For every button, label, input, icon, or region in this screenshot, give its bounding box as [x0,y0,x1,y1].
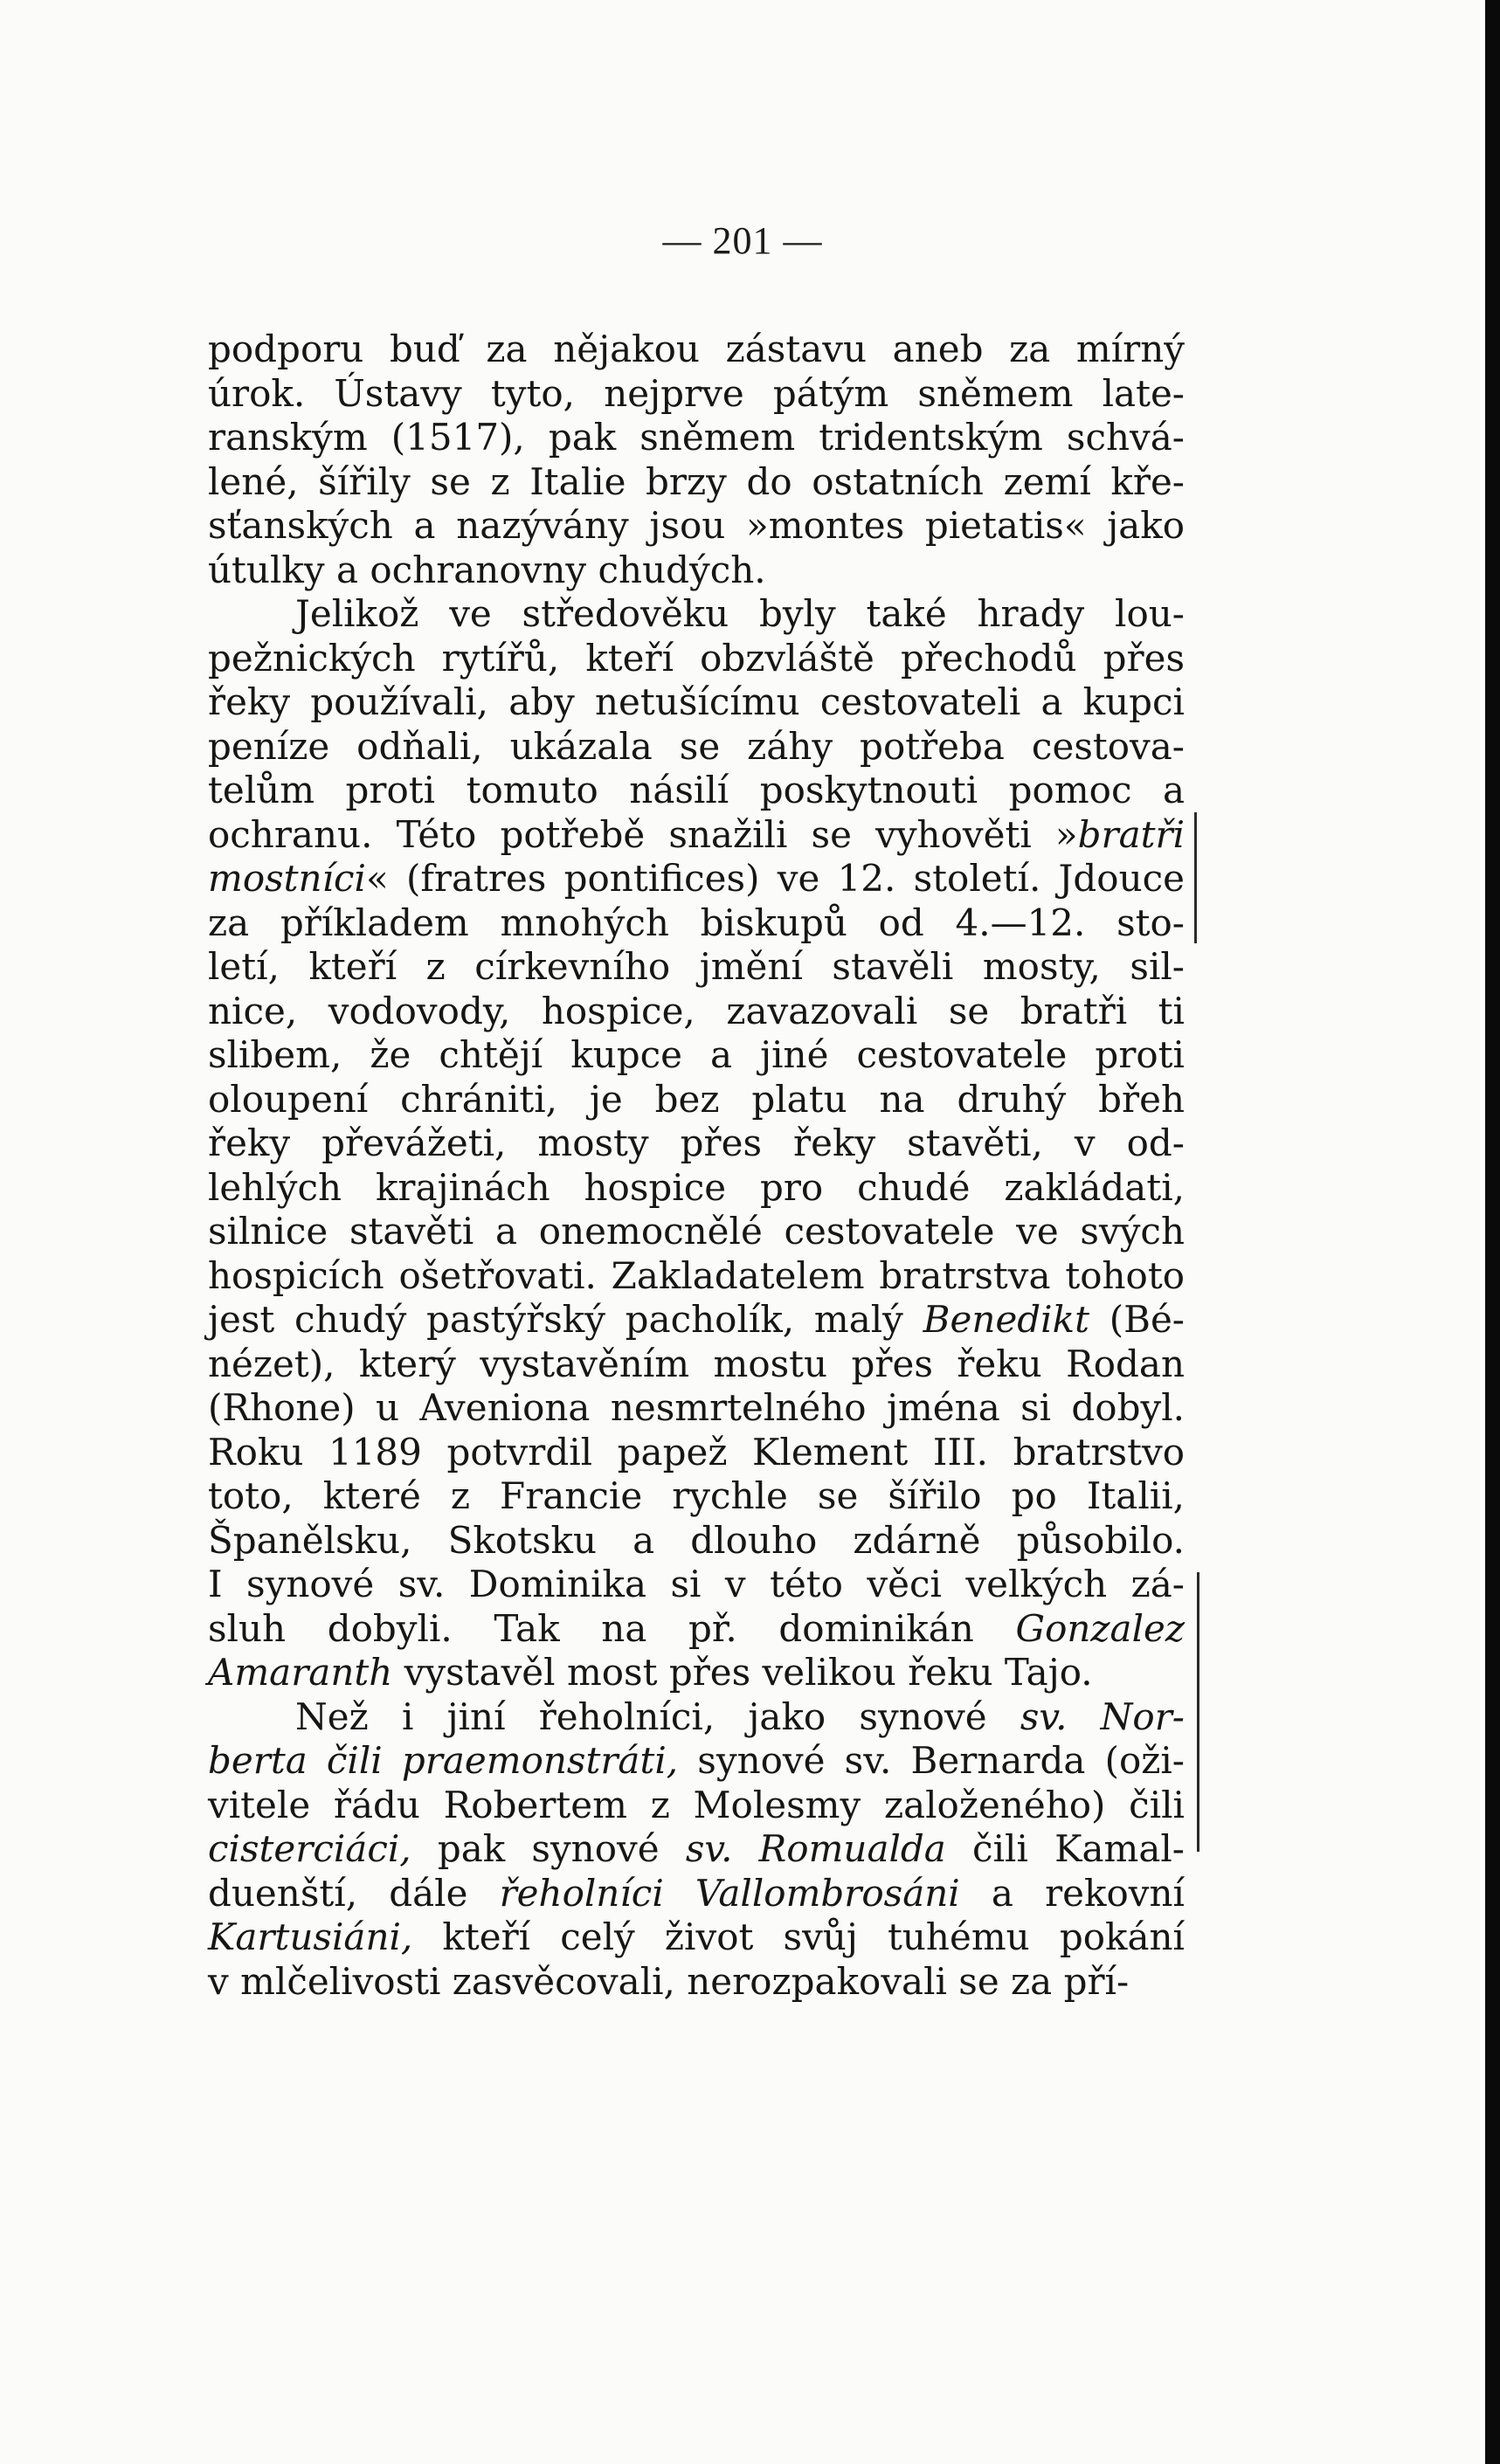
italic-text: berta čili praemonstráti, [208,1739,679,1782]
text-line [208,1695,1185,1740]
line-text: telům proti tomuto násilí poskytnouti pomoc a [208,769,1185,811]
text-line [208,504,1185,549]
line-text: úrok. Ústavy tyto, nejprve pátým sněmem late- [208,371,1185,415]
text-line [208,1872,1185,1916]
text-line [208,813,1185,858]
text-line [208,460,1185,505]
line-text: I synové sv. Dominika si v této věci velkých zá- [208,1563,1185,1605]
line-text: útulky a ochranovny chudých. [208,548,766,591]
italic-text: sv. Romualda [685,1827,946,1870]
line-text: vitele řádu Robertem z Molesmy založeného) čili [208,1783,1185,1826]
line-text: « (fratres pontifices) ve 12. století. Jdouce [365,857,1185,900]
text-line [208,1033,1185,1078]
italic-text: řeholníci Vallombrosáni [499,1871,960,1915]
text-line [208,1563,1185,1607]
line-text: hospicích ošetřovati. Zakladatelem bratrstva tohoto [208,1253,1185,1297]
line-text: sťanských a nazývány jsou »montes pietatis« jako [208,504,1185,547]
line-text: a rekovní [959,1871,1185,1915]
line-text: ranským (1517), pak sněmem tridentským schvá- [208,416,1185,459]
line-text: řeky používali, aby netušícímu cestovateli a kupci [208,680,1185,723]
text-line [208,1960,1185,2005]
text-line [208,725,1185,770]
line-text: Jelikož ve středověku byly také hrady lou- [295,592,1185,635]
text-line [208,1166,1185,1211]
body-text [208,328,1185,2004]
text-line [208,1474,1185,1519]
line-text: oloupení chrániti, je bez platu na druhý břeh [208,1077,1185,1121]
text-line [208,372,1185,417]
line-text: ochranu. Této potřebě snažili se vyhověti » [208,812,1078,856]
text-line [208,1915,1185,1960]
line-text: synové sv. Bernarda (oži- [678,1739,1185,1782]
line-text: sluh dobyli. Tak na př. dominikán [208,1606,1016,1650]
line-text: silnice stavěti a onemocnělé cestovatele ve svých [208,1210,1185,1253]
margin-mark [1197,1572,1199,1852]
text-line [208,1122,1185,1166]
line-text: nice, vodovody, hospice, zavazovali se bratři ti [208,989,1185,1032]
text-line [208,1739,1185,1784]
italic-text: Gonzalez [1015,1606,1185,1650]
italic-text: cisterciáci, [208,1827,411,1870]
text-line [208,1254,1185,1299]
line-text: Španělsku, Skotsku a dlouho zdárně působilo. [208,1518,1185,1562]
line-text: lehlých krajinách hospice pro chudé zakládati, [208,1165,1185,1209]
text-line [208,1651,1185,1695]
text-line [208,1298,1185,1342]
line-text: za příkladem mnohých biskupů od 4.—12. sto- [208,901,1185,944]
line-text: pak synové [411,1827,686,1870]
text-line [208,945,1185,990]
text-line [208,328,1185,372]
text-line [208,637,1185,681]
italic-text: mostníci [208,857,366,900]
text-line [208,549,1185,593]
page-number: — 201 — [662,219,823,262]
line-text: peníze odňali, ukázala se záhy potřeba cestova- [208,724,1185,768]
text-line [208,857,1185,901]
italic-text: sv. Nor- [1020,1694,1185,1738]
text-line [208,901,1185,946]
text-line [208,416,1185,460]
line-text: kteří celý život svůj tuhému pokání [412,1915,1185,1958]
text-line [208,990,1185,1034]
italic-text: bratři [1077,812,1185,856]
text-line [208,769,1185,813]
text-line [208,1431,1185,1475]
line-text: podporu buď za nějakou zástavu aneb za mírný [208,328,1185,370]
line-text: v mlčelivosti zasvěcovali, nerozpakovali se za pří- [208,1959,1130,2003]
line-text: jest chudý pastýřský pacholík, malý [208,1298,923,1341]
text-line [208,1607,1185,1652]
line-text: Roku 1189 potvrdil papež Klement III. bratrstvo [208,1430,1185,1474]
line-text: (Bé- [1089,1298,1185,1341]
line-text: vystavěl most přes velikou řeku Tajo. [392,1651,1093,1694]
line-text: Než i jiní řeholníci, jako synové [295,1694,1020,1738]
line-text: slibem, že chtějí kupce a jiné cestovatele proti [208,1033,1185,1076]
line-text: toto, které z Francie rychle se šířilo po Italii, [208,1474,1185,1517]
text-line [208,680,1185,725]
line-text: pežnických rytířů, kteří obzvláště přechodů přes [208,636,1185,680]
text-line [208,1078,1185,1122]
line-text: lené, šířily se z Italie brzy do ostatních zemí kře- [208,459,1185,503]
italic-text: Benedikt [923,1298,1089,1341]
line-text: nézet), který vystavěním mostu přes řeku Rodan [208,1342,1185,1385]
line-text: řeky převážeti, mosty přes řeky stavěti, v od- [208,1122,1185,1164]
scan-edge [1485,0,1500,2464]
line-text: duenští, dále [208,1871,500,1915]
text-line [208,1519,1185,1563]
text-line [208,1210,1185,1254]
line-text: (Rhone) u Aveniona nesmrtelného jména si dobyl. [208,1386,1185,1429]
text-line [208,1827,1185,1872]
italic-text: Kartusiáni, [208,1915,413,1958]
line-text: letí, kteří z církevního jmění stavěli mosty, sil- [208,945,1185,988]
line-text: čili Kamal- [945,1827,1185,1870]
italic-text: Amaranth [208,1651,393,1694]
text-line [208,1784,1185,1828]
text-line [208,592,1185,637]
text-line [208,1386,1185,1431]
text-line [208,1342,1185,1387]
margin-mark [1194,812,1197,943]
